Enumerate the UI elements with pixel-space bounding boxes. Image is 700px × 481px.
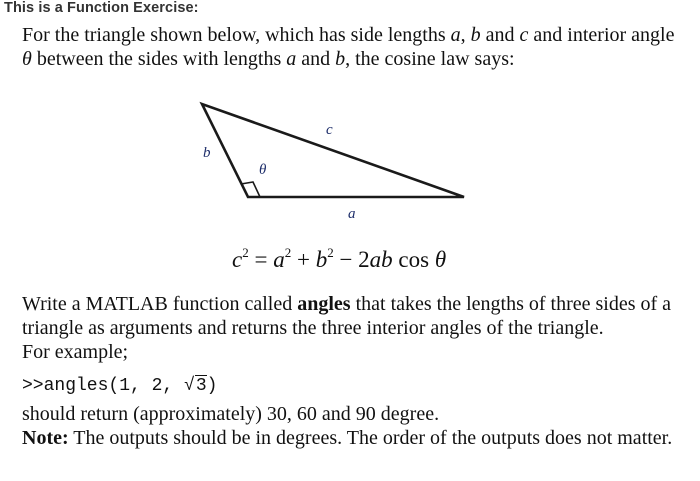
formula-exp-b: 2 [327,245,334,260]
label-b: b [203,145,211,161]
code-prefix: >>angles(1, 2, [22,376,185,396]
formula-plus: + [291,247,316,272]
intro-text-2: between the sides with lengths [31,48,287,70]
body-line-3: For example; [22,341,129,363]
formula-eq: = [248,247,274,272]
label-a: a [348,206,356,222]
note-text: The outputs should be in degrees. The order of the outputs does not matter. [68,427,673,449]
intro-text-end: and interior angle [528,24,675,46]
note-label: Note: [22,427,69,449]
intro-text: For the triangle shown below, which has side lengths [22,24,451,46]
sqrt-symbol: √ [184,376,195,396]
var-b: b [470,24,481,46]
body-line-1 [22,292,671,316]
label-theta: θ [259,162,267,178]
cosine-law-formula [232,247,446,273]
formula-ab: ab [369,247,393,272]
sqrt-expression [184,376,207,396]
theta-symbol: θ [22,48,32,70]
intro-line-1 [22,23,674,47]
intro-and-2: and [296,48,336,70]
var-a: a [450,24,461,46]
formula-exp-c: 2 [242,245,249,260]
function-name: angles [297,293,351,315]
formula-c: c [232,247,243,272]
formula-b: b [315,247,328,272]
intro-sep: , [460,24,471,46]
triangle-shape [202,104,464,197]
var-b-2: b [335,48,346,70]
formula-a: a [273,247,285,272]
formula-minus: − 2 [333,247,370,272]
body-line-2: triangle as arguments and returns the three interior angles of the triangle. [22,317,604,339]
var-c: c [519,24,529,46]
formula-exp-a: 2 [284,245,292,260]
exercise-header: This is a Function Exercise: [4,0,199,16]
body-line-4: should return (approximately) 30, 60 and 90 degree. [22,403,440,425]
var-a-2: a [286,48,297,70]
intro-text-2-end: , the cosine law says: [345,48,515,70]
body-text-1: Write a MATLAB function called [22,293,298,315]
formula-theta: θ [434,247,447,272]
note-line [22,426,672,450]
label-c: c [326,122,333,138]
formula-cos: cos [392,247,435,272]
example-call [22,376,217,396]
code-suffix: ) [206,376,218,396]
triangle-diagram [190,96,480,226]
body-text-1-end: that takes the lengths of three sides of a [350,293,672,315]
sqrt-radicand: 3 [195,376,207,396]
intro-line-2 [22,47,515,71]
intro-and: and [480,24,520,46]
